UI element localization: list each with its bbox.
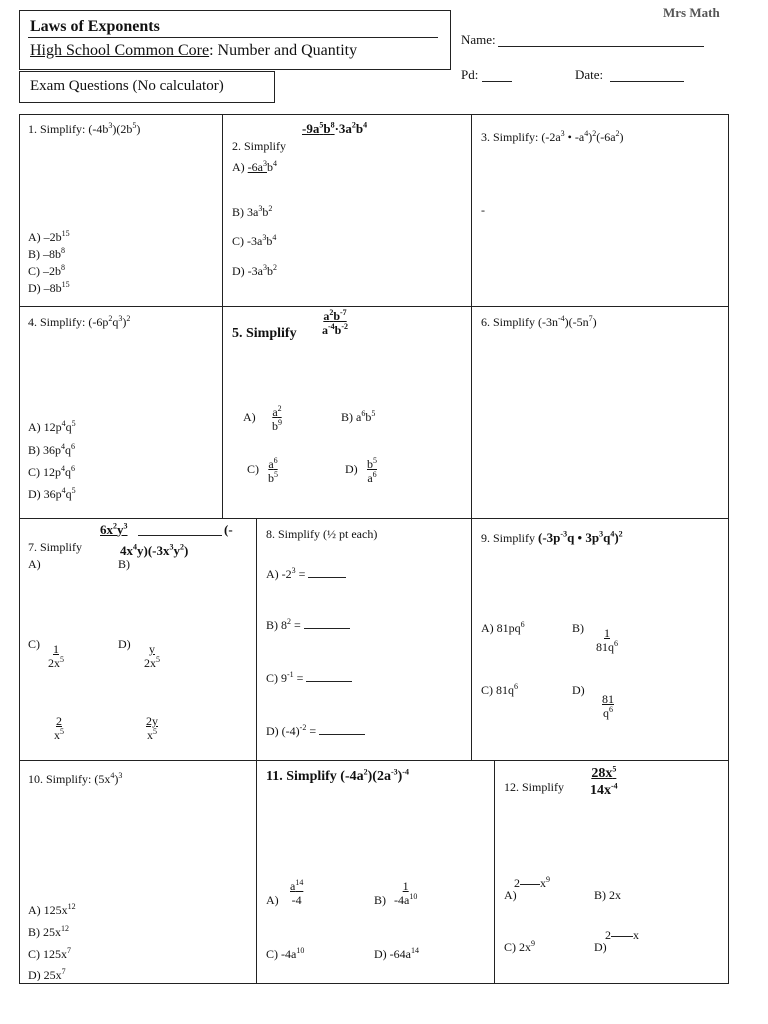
row-divider-1 [19,306,729,307]
q11-choice-b[interactable]: B) [374,893,386,907]
q4-prompt: 4. Simplify: $(-6p^2q^3)^2$ [28,314,131,329]
q10-prompt: 10. Simplify: $(5x^4)^3$ [28,771,123,786]
q7-expression-bottom: $4x^4y)(-3x^3y^2)$ [120,542,189,558]
q10-d-text: D) 25x [28,968,62,981]
date-blank[interactable] [610,81,684,82]
q9-b-fraction: $\frac{1}{81q^6}$ [596,626,618,654]
q1-a-exp: 15 [61,229,70,238]
q2-d-text: D) -3a [232,264,263,278]
q11-choice-a[interactable]: A) [266,893,279,907]
q9-prompt: 9. Simplify ($-3p^{-3}q$ • $3p^3q^4)^2$ [481,529,623,545]
q9-label: 9. Simplify [481,531,539,545]
q8-b-text: B) 8 [266,618,287,632]
q1-b-text: B) –8b [28,247,61,261]
q7-choice-b[interactable]: B) [118,557,130,571]
q9-d-fraction: $\frac{81}{q^6}$ [602,692,614,720]
col-divider-r1a [222,114,223,518]
q7-fraction-bar [138,535,222,536]
q1-choice-c[interactable] [28,264,65,279]
row-divider-3 [19,760,729,761]
q7-choice-d[interactable]: D) [118,637,131,651]
q11-b-fraction: $\frac{1}{-4a^{10}}$ [394,879,418,907]
q9-choice-b[interactable]: B) [572,621,584,635]
q11-choice-c[interactable]: C) $-4a^{10}$ [266,946,305,961]
q8-d-text: D) (-4) [266,724,300,738]
q7-d-fraction: $\frac{y}{2x^5}$ [144,642,160,670]
q1-b-exp: 8 [61,246,65,255]
q1-choice-a[interactable] [28,230,70,245]
q8-prompt: 8. Simplify (½ pt each) [266,527,378,541]
q10-prompt-text: 10. Simplify: (5x [28,772,111,786]
q5-d-fraction: $\frac{b^5}{a^6}$ [367,456,377,485]
q5-b-text: B) a [341,410,362,424]
q12-c-text: C) 2x [504,940,531,954]
q9-c-text: C) 81q [481,683,514,697]
q4-b-text: B) 36p [28,443,61,457]
exam-label: Exam Questions (No calculator) [30,78,224,94]
q8-choice-b[interactable]: B) $8^2$ = [266,616,350,633]
q5-label: 5. Simplify [232,326,297,341]
col-divider-r1b [471,114,472,760]
q2-expression-lead: -9a [302,121,320,136]
q11-choice-d[interactable]: D) $-64a^{14}$ [374,946,419,961]
q12-d-expression: 2 x [605,928,639,942]
q9-choice-c[interactable]: C) $81q^6$ [481,682,518,697]
q8-choice-a[interactable]: A) $-2^3$ = [266,565,346,582]
col-divider-r3a [256,518,257,984]
worksheet-subtitle [30,42,357,60]
q10-b-text: B) 25x [28,925,61,939]
q10-choice-c[interactable]: C) $125x^7$ [28,946,71,961]
q1-c-text: C) –2b [28,264,61,278]
q1-prompt: 1. Simplify: $(-4b^3)(2b^5)$ [28,121,141,136]
q9-a-text: A) 81pq [481,621,521,635]
q9-choice-a[interactable]: A) $81pq^6$ [481,620,525,635]
q3-prompt: 3. Simplify: ($-2a^3$ • $-a^4)^2(-6a^2)$ [481,129,624,144]
q7-c-fraction: $\frac{1}{2x^5}$ [48,642,64,670]
q9-choice-d[interactable]: D) [572,683,585,697]
q10-choice-b[interactable]: B) $25x^{12}$ [28,924,69,939]
q2-choice-d[interactable]: D) $-3a^3b^2$ [232,263,277,278]
name-blank[interactable] [498,46,704,47]
q12-expression: $\frac{28x^5}{14x^{-4}}$ [590,764,618,798]
subtitle-domain: : Number and Quantity [209,42,358,59]
q7-expression-tail: (- [224,522,233,537]
q4-choice-d[interactable]: D) $36p^4q^5$ [28,486,76,501]
q4-a-text: A) 12p [28,420,62,434]
q7-b-fraction: $\frac{2y}{x^5}$ [146,714,158,742]
q7-a-fraction: $\frac{2}{x^5}$ [54,714,64,742]
q1-prompt-text: 1. Simplify: (-4b [28,122,109,136]
q3-prompt-text: 3. Simplify: (-2a [481,130,561,144]
q5-expression: $\frac{a^2b^{-7}}{a^{-4}b^{-2}}$ [322,308,349,337]
q1-c-exp: 8 [61,263,65,272]
q2-choice-a[interactable]: A) $-6a^3b^4$ [232,159,277,174]
q1-d-exp: 15 [61,280,70,289]
q8-choice-d[interactable]: D) $(-4)^{-2}$ = [266,722,365,739]
q2-c-text: C) -3a [232,234,263,248]
author-name: Mrs Math [663,5,720,20]
q8-choice-c[interactable]: C) $9^{-1}$ = [266,669,352,686]
q4-prompt-text: 4. Simplify: (-6p [28,315,109,329]
q4-choice-c[interactable]: C) $12p^4q^6$ [28,464,75,479]
period-label: Pd: [461,67,479,82]
q4-choice-a[interactable]: A) $12p^4q^5$ [28,419,76,434]
q1-a-text: A) –2b [28,230,62,244]
q10-a-text: A) 125x [28,903,68,917]
q1-d-text: D) –8b [28,281,62,295]
worksheet-title: Laws of Exponents [30,18,160,35]
col-divider-r4b [494,760,495,984]
q2-choice-b[interactable]: B) $3a^3b^2$ [232,204,273,219]
q10-choice-a[interactable]: A) $125x^{12}$ [28,902,76,917]
q5-choice-b[interactable]: B) $a^6b^5$ [341,409,376,424]
q2-b-text: B) 3a [232,205,259,219]
q10-choice-d[interactable]: D) $25x^7$ [28,968,66,981]
q11-prompt: 11. Simplify $(-4a^2)(2a^{-3})^{-4}$ [266,767,409,784]
period-blank[interactable] [482,81,512,82]
q1-choice-d[interactable] [28,281,70,296]
q12-choice-d[interactable]: D) [594,940,607,954]
q4-c-text: C) 12p [28,465,61,479]
q12-label: 12. Simplify [504,780,565,794]
q11-d-text: D) -64a [374,947,411,961]
q12-choice-a[interactable]: A) [504,888,517,902]
q12-a-expression: 2 $x^9$ [514,875,550,890]
q5-choice-d[interactable]: D) [345,462,358,476]
q8-a-text: A) -2 [266,567,292,581]
q7-label: 7. Simplify [28,540,83,554]
q7-choice-c[interactable]: C) [28,637,40,651]
q12-choice-c[interactable]: C) $2x^9$ [504,939,535,954]
q7-choice-a[interactable]: A) [28,557,41,571]
q6-prompt: 6. Simplify $(-3n^{-4})(-5n^7)$ [481,314,597,329]
q11-c-text: C) -4a [266,947,297,961]
q4-d-text: D) 36p [28,487,62,501]
q6-prompt-text: 6. Simplify (-3n [481,315,558,329]
q3-mark: - [481,203,485,217]
q4-choice-b[interactable]: B) $36p^4q^6$ [28,442,75,457]
date-label: Date: [575,67,604,82]
q11-a-fraction: $\frac{a^{14}}{-4}$ [290,878,304,907]
name-label: Name: [461,32,496,47]
q10-c-text: C) 125x [28,947,67,961]
row-divider-2 [19,518,729,519]
q5-a-fraction: $\frac{a^2}{b^9}$ [272,404,282,433]
q2-label: 2. Simplify [232,139,287,153]
q5-c-fraction: $\frac{a^6}{b^5}$ [268,456,278,485]
q5-choice-a[interactable]: A) [243,410,256,424]
q2-a-text: A) [232,160,248,174]
q11-label: 11. Simplify (-4a [266,769,364,784]
q8-c-text: C) 9 [266,671,287,685]
q2-expression: $-9a^5b^8\cdot 3a^2b^4$ [302,120,368,136]
q12-choice-b[interactable]: B) 2x [594,888,621,902]
q5-choice-c[interactable]: C) [247,462,259,476]
subtitle-standard: High School Common Core [30,42,210,59]
q1-choice-b[interactable] [28,247,65,262]
q2-choice-c[interactable]: C) $-3a^3b^4$ [232,233,277,248]
q7-expression-top: $6x^2y^3$ [100,521,128,537]
title-rule [28,37,438,38]
